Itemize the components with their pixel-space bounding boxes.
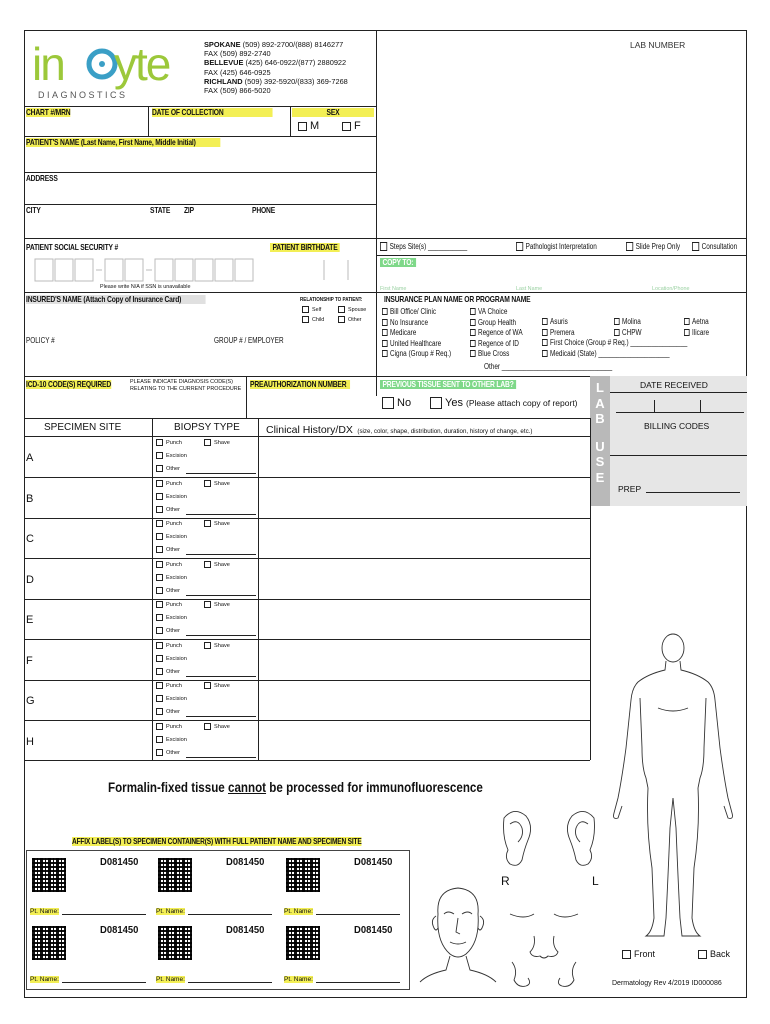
consultation-checkbox[interactable] [692,242,699,251]
preauth-field[interactable] [248,394,374,416]
previous-yes-checkbox[interactable] [430,397,442,409]
specimen-site-field-h[interactable] [40,723,150,759]
biopsy-shave-g[interactable]: Shave [204,682,230,689]
previous-tissue-label: PREVIOUS TISSUE SENT TO OTHER LAB? [380,380,516,389]
label-pt-name: Pt. Name: [30,976,59,983]
label-pt-name-field-3[interactable] [62,972,146,982]
biopsy-type-header: BIOPSY TYPE [174,422,240,433]
biopsy-other-b[interactable]: Other [156,506,180,513]
label-pt-name-field-2[interactable] [316,904,400,914]
ins-premera[interactable]: Premera [542,328,687,339]
biopsy-excision-d[interactable]: Excision [156,574,187,581]
label-barcode [158,858,192,892]
specimen-site-g: G [26,695,35,707]
front-option[interactable]: Front [622,949,655,959]
biopsy-shave-e[interactable]: Shave [204,601,230,608]
clinical-history-field-b[interactable] [262,480,586,516]
specimen-site-d: D [26,573,34,586]
rel-other-option[interactable]: Other [338,316,361,323]
location-richland-fax: FAX (509) 866-5020 [204,86,271,96]
biopsy-shave-a[interactable]: Shave [204,439,230,446]
copy-last-name: Last Name [516,286,543,292]
insured-name-field[interactable] [26,306,296,330]
biopsy-punch-checkbox[interactable] [156,561,163,568]
label-code: D081450 [354,856,393,868]
ear-diagrams[interactable] [494,808,604,872]
biopsy-punch-checkbox[interactable] [156,642,163,649]
biopsy-shave-checkbox[interactable] [204,520,211,527]
ins-bill-office[interactable]: Bill Office/ Clinic [382,307,451,318]
biopsy-excision-checkbox[interactable] [156,736,163,743]
label-pt-name-field-4[interactable] [188,972,272,982]
biopsy-shave-checkbox[interactable] [204,642,211,649]
location-spokane: SPOKANE (509) 892-2700/(888) 8146277 [204,40,344,49]
specimen-site-b: B [26,492,34,505]
specimen-site-field-c[interactable] [40,520,150,556]
location-bellevue-fax: FAX (425) 646-0925 [204,67,271,77]
biopsy-punch-h[interactable]: Punch [156,723,182,730]
ins-first-choice-checkbox[interactable] [542,339,548,346]
biopsy-other-checkbox[interactable] [156,668,163,675]
lab-number-field[interactable] [378,52,744,237]
biopsy-shave-checkbox[interactable] [204,561,211,568]
relationship-label: RELATIONSHIP TO PATIENT: [300,297,363,303]
ins-asuris[interactable]: Asuris [542,317,687,328]
biopsy-other-g[interactable]: Other [156,708,180,715]
ins-asuris-checkbox[interactable] [542,318,548,325]
patient-name-label: PATIENT'S NAME (Last Name, First Name, Middle Initial) [26,138,220,147]
label-barcode [286,858,320,892]
insurance-plan-label: INSURANCE PLAN NAME OR PROGRAM NAME [384,295,531,304]
ins-regence-id[interactable]: Regence of ID [470,339,523,350]
ins-molina-checkbox[interactable] [614,318,620,325]
ins-va-checkbox[interactable] [470,308,476,315]
specimen-site-c: C [26,533,34,545]
zip-label: ZIP [184,206,194,215]
biopsy-other-checkbox[interactable] [156,708,163,715]
biopsy-other-checkbox[interactable] [156,506,163,513]
copy-to-label: COPY TO: [380,258,416,267]
city-field[interactable] [26,216,146,236]
patient-name-field[interactable] [26,150,374,170]
biopsy-excision-a[interactable]: Excision [156,452,187,459]
group-employer-field[interactable] [210,348,374,372]
birthdate-boxes[interactable] [300,258,372,284]
svg-text:DIAGNOSTICS: DIAGNOSTICS [38,90,128,100]
clinical-history-header: Clinical History/DX (size, color, shape, distribution, duration, history of change, etc.) [266,424,533,436]
previous-no-option[interactable]: No [382,397,411,409]
ins-medicaid-checkbox[interactable] [542,350,548,357]
label-code: D081450 [226,856,265,868]
back-option[interactable]: Back [698,949,730,959]
biopsy-other-checkbox[interactable] [156,465,163,472]
ins-other[interactable]: Other _______________________________ [484,362,613,371]
biopsy-shave-checkbox[interactable] [204,480,211,487]
biopsy-other-a[interactable]: Other [156,465,180,472]
biopsy-other-checkbox[interactable] [156,546,163,553]
ssn-note: Please write N/A if SSN is unavailable [100,284,191,290]
biopsy-other-e[interactable]: Other [156,627,180,634]
chart-mrn-label: CHART #/MRN [26,108,71,117]
svg-text:yte: yte [114,38,170,90]
biopsy-shave-checkbox[interactable] [204,601,211,608]
clinical-history-field-d[interactable] [262,561,586,597]
biopsy-excision-b[interactable]: Excision [156,493,187,500]
ins-premera-checkbox[interactable] [542,329,548,336]
clinical-history-field-e[interactable] [262,601,586,637]
ins-molina[interactable]: Molina [614,317,642,328]
nose-diagrams[interactable] [504,908,584,992]
biopsy-excision-checkbox[interactable] [156,452,163,459]
biopsy-shave-checkbox[interactable] [204,439,211,446]
biopsy-other-f[interactable]: Other [156,668,180,675]
back-checkbox[interactable] [698,950,707,959]
ins-chpw[interactable]: CHPW [614,328,642,339]
biopsy-excision-g[interactable]: Excision [156,695,187,702]
clinical-history-field-h[interactable] [262,723,586,759]
ssn-boxes[interactable] [34,258,264,284]
specimen-site-a: A [26,452,34,464]
biopsy-punch-b[interactable]: Punch [156,480,182,487]
biopsy-punch-checkbox[interactable] [156,480,163,487]
biopsy-other-h[interactable]: Other [156,749,180,756]
steps-option[interactable]: Steps Site(s) ___________ [380,242,467,251]
clinical-history-field-a[interactable] [262,439,586,475]
biopsy-punch-c[interactable]: Punch [156,520,182,527]
ins-ilicare-checkbox[interactable] [684,329,690,336]
rel-child-option[interactable]: Child [302,316,324,323]
clinical-history-field-f[interactable] [262,642,586,678]
ins-cigna-checkbox[interactable] [382,350,388,357]
pathologist-checkbox[interactable] [516,242,523,251]
sex-female-checkbox[interactable] [342,122,351,131]
specimen-site-h: H [26,735,34,748]
ins-first-choice[interactable]: First Choice (Group # Req.) ________________ [542,338,687,349]
label-code: D081450 [226,924,265,936]
sex-female-option[interactable]: F [342,120,361,132]
copy-to-field[interactable] [380,268,744,284]
biopsy-punch-a[interactable]: Punch [156,439,182,446]
rel-child-checkbox[interactable] [302,316,309,323]
ins-no-insurance[interactable]: No Insurance [382,318,451,329]
biopsy-punch-g[interactable]: Punch [156,682,182,689]
label-pt-name: Pt. Name: [284,976,313,983]
ins-aetna[interactable]: Aetna [684,317,709,328]
copy-location-phone: Location/Phone [652,286,690,292]
location-spokane-fax: FAX (509) 892-2740 [204,49,271,59]
previous-no-checkbox[interactable] [382,397,394,409]
biopsy-shave-checkbox[interactable] [204,723,211,730]
ins-blue-cross[interactable]: Blue Cross [470,349,523,360]
chart-mrn-field[interactable] [26,118,146,134]
label-barcode [158,926,192,960]
slide-prep-checkbox[interactable] [626,242,633,251]
right-ear-label: R [501,874,510,888]
prep-label: PREP [618,484,642,494]
formalin-notice: Formalin-fixed tissue cannot be processed for immunofluorescence [108,780,483,795]
sex-male-checkbox[interactable] [298,122,307,131]
left-ear-label: L [592,874,599,888]
label-code: D081450 [100,924,139,936]
rel-self-option[interactable]: Self [302,306,321,313]
biopsy-punch-checkbox[interactable] [156,601,163,608]
slide-prep-option[interactable]: Slide Prep Only [626,242,680,251]
head-diagram[interactable] [418,884,498,984]
biopsy-other-checkbox[interactable] [156,627,163,634]
specimen-site-field-e[interactable] [40,601,150,637]
biopsy-punch-checkbox[interactable] [156,520,163,527]
label-pt-name: Pt. Name: [284,908,313,915]
policy-label: POLICY # [26,336,55,345]
biopsy-excision-checkbox[interactable] [156,574,163,581]
rel-spouse-checkbox[interactable] [338,306,345,313]
logo-word: in [32,38,64,90]
ins-medicaid[interactable]: Medicaid (State) ____________________ [542,349,687,360]
city-label: CITY [26,206,41,215]
sex-male-option[interactable]: M [298,120,319,132]
sex-label: SEX [292,108,374,117]
lab-use-letters: L A B U S E [595,380,605,485]
clinical-history-field-c[interactable] [262,520,586,556]
label-barcode [32,858,66,892]
biopsy-punch-e[interactable]: Punch [156,601,182,608]
ins-blue-cross-checkbox[interactable] [470,350,476,357]
specimen-site-field-d[interactable] [40,561,150,597]
previous-yes-option[interactable]: Yes (Please attach copy of report) [430,397,578,409]
logo [30,36,180,106]
biopsy-punch-d[interactable]: Punch [156,561,182,568]
biopsy-excision-h[interactable]: Excision [156,736,187,743]
icd-field[interactable] [26,394,244,416]
label-pt-name: Pt. Name: [30,908,59,915]
label-barcode [286,926,320,960]
biopsy-shave-f[interactable]: Shave [204,642,230,649]
biopsy-excision-e[interactable]: Excision [156,614,187,621]
date-of-collection-field[interactable] [150,118,288,134]
ins-group-health-checkbox[interactable] [470,319,476,326]
ins-no-insurance-checkbox[interactable] [382,319,388,326]
label-pt-name-field-1[interactable] [188,904,272,914]
rel-other-checkbox[interactable] [338,316,345,323]
location-bellevue: BELLEVUE (425) 646-0922/(877) 2880922 [204,58,347,68]
biopsy-shave-checkbox[interactable] [204,682,211,689]
policy-field[interactable] [26,348,206,372]
ins-united[interactable]: United Healthcare [382,339,451,350]
copy-first-name: First Name [380,286,407,292]
biopsy-shave-d[interactable]: Shave [204,561,230,568]
label-sheet [26,850,410,990]
ins-medicare-checkbox[interactable] [382,329,388,336]
prep-field[interactable] [646,478,740,492]
biopsy-shave-c[interactable]: Shave [204,520,230,527]
pathologist-option[interactable]: Pathologist Interpretation [516,242,597,251]
biopsy-excision-checkbox[interactable] [156,614,163,621]
ins-chpw-checkbox[interactable] [614,329,620,336]
specimen-site-e: E [26,614,34,626]
billing-codes-label: BILLING CODES [644,421,710,431]
front-checkbox[interactable] [622,950,631,959]
biopsy-excision-f[interactable]: Excision [156,655,187,662]
biopsy-punch-f[interactable]: Punch [156,642,182,649]
date-received-field[interactable] [612,394,744,414]
steps-checkbox[interactable] [380,242,387,251]
ins-bill-office-checkbox[interactable] [382,308,388,315]
billing-codes-field[interactable] [612,432,744,454]
lab-number-label: LAB NUMBER [630,40,686,50]
biopsy-punch-checkbox[interactable] [156,723,163,730]
insurance-col-5 [684,317,715,338]
specimen-site-field-b[interactable] [40,480,150,516]
location-richland: RICHLAND (509) 392-5920/(833) 369-7268 [204,76,348,86]
label-pt-name-field-5[interactable] [316,972,400,982]
specimen-site-header: SPECIMEN SITE [44,422,122,433]
ins-va-choice[interactable]: VA Choice [470,307,523,318]
rel-self-checkbox[interactable] [302,306,309,313]
biopsy-shave-h[interactable]: Shave [204,723,230,730]
insurance-col-2 [470,307,536,360]
ins-ilicare[interactable]: Ilicare [684,328,709,339]
label-barcode [32,926,66,960]
group-employer-label: GROUP # / EMPLOYER [214,336,284,345]
biopsy-other-checkbox[interactable] [156,749,163,756]
preauth-label: PREAUTHORIZATION NUMBER [250,380,350,389]
address-field[interactable] [26,186,374,202]
ins-united-checkbox[interactable] [382,340,388,347]
biopsy-other-checkbox[interactable] [156,587,163,594]
biopsy-excision-c[interactable]: Excision [156,533,187,540]
insurance-col-4 [614,317,648,338]
rel-spouse-option[interactable]: Spouse [338,306,366,313]
phone-field[interactable] [250,216,374,236]
biopsy-punch-checkbox[interactable] [156,682,163,689]
body-map-front[interactable] [598,628,748,948]
label-pt-name: Pt. Name: [156,976,185,983]
ins-cigna[interactable]: Cigna (Group # Req.) [382,349,451,360]
biopsy-excision-checkbox[interactable] [156,533,163,540]
ins-medicare[interactable]: Medicare [382,328,451,339]
insurance-col-1 [382,307,468,360]
specimen-site-field-a[interactable] [40,439,150,475]
label-code: D081450 [100,856,139,868]
form-footer: Dermatology Rev 4/2019 ID000086 [612,980,722,987]
insured-name-label: INSURED'S NAME (Attach Copy of Insurance Card) [26,295,206,304]
ins-group-health[interactable]: Group Health [470,318,523,329]
biopsy-excision-checkbox[interactable] [156,695,163,702]
specimen-site-f: F [26,654,33,667]
ins-aetna-checkbox[interactable] [684,318,690,325]
date-of-collection-label: DATE OF COLLECTION [152,108,273,117]
ins-regence-id-checkbox[interactable] [470,340,476,347]
biopsy-excision-checkbox[interactable] [156,655,163,662]
ssn-label: PATIENT SOCIAL SECURITY # [26,243,119,252]
clinical-history-field-g[interactable] [262,682,586,718]
label-pt-name-field-0[interactable] [62,904,146,914]
biopsy-other-d[interactable]: Other [156,587,180,594]
specimen-site-field-f[interactable] [40,642,150,678]
label-pt-name: Pt. Name: [156,908,185,915]
consultation-option[interactable]: Consultation [692,242,737,251]
location-list [204,40,348,95]
address-label: ADDRESS [26,174,58,183]
biopsy-punch-checkbox[interactable] [156,439,163,446]
biopsy-excision-checkbox[interactable] [156,493,163,500]
icd-label: ICD-10 CODE(S) REQUIRED [26,380,112,389]
date-received-label: DATE RECEIVED [640,380,708,390]
state-label: STATE [150,206,171,215]
affix-label-instruction: AFFIX LABEL(S) TO SPECIMEN CONTAINER(S) WITH FULL PATIENT NAME AND SPECIMEN SITE [72,837,362,846]
biopsy-other-c[interactable]: Other [156,546,180,553]
label-code: D081450 [354,924,393,936]
biopsy-shave-b[interactable]: Shave [204,480,230,487]
birthdate-label: PATIENT BIRTHDATE [270,243,340,252]
ins-regence-wa[interactable]: Regence of WA [470,328,523,339]
phone-label: PHONE [252,206,276,215]
specimen-site-field-g[interactable] [40,682,150,718]
icd-note: PLEASE INDICATE DIAGNOSIS CODE(S) RELATING TO THE CURRENT PROCEDURE [130,379,242,392]
ins-regence-wa-checkbox[interactable] [470,329,476,336]
